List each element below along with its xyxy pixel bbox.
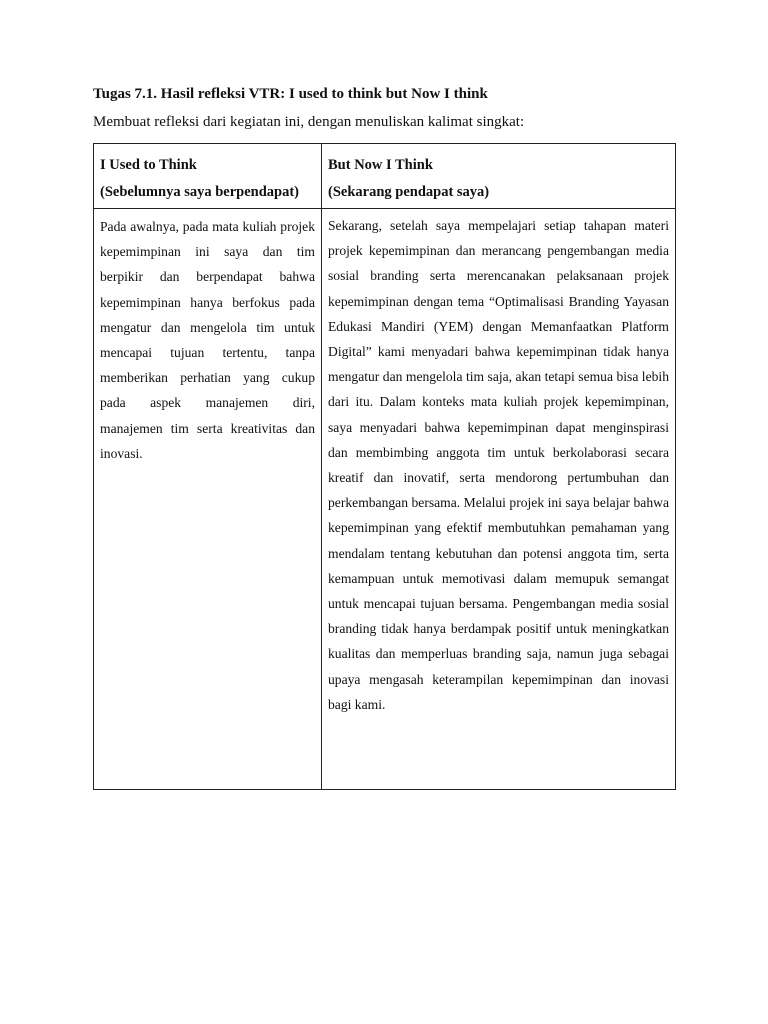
column-subheading: (Sekarang pendapat saya) <box>328 184 490 200</box>
header-cell-now-i-think <box>322 144 676 209</box>
page-title: Tugas 7.1. Hasil refleksi VTR: I used to think but Now I think <box>93 86 488 102</box>
body-cell-used-to-think <box>94 209 322 790</box>
reflection-after-text: Sekarang, setelah saya mempelajari setiap tahapan materi projek kepemimpinan dan merancang pengembangan media sosial branding serta merencanakan pelaksanaan projek kepemimpinan dengan tema “Optimalisasi Branding Yayasan Edukasi Mandiri (YEM) dengan Memanfaatkan Platform Digital” kami menyadari bahwa kepemimpinan tidak hanya mengatur dan mengelola tim saja, akan tetapi semua bisa lebih dari itu. Dalam konteks mata kuliah projek kepemimpinan, saya menyadari bahwa kepemimpinan dapat menginspirasi dan membimbing anggota tim untuk berkolaborasi secara kreatif dan inovatif, serta mendorong pertumbuhan dan perkembangan bersama. Melalui projek ini saya belajar bahwa kepemimpinan yang efektif membutuhkan pemahaman yang mendalam tentang kebutuhan dan potensi anggota tim, serta kemampuan untuk memotivasi dalam memupuk semangat untuk mencapai tujuan bersama. Pengembangan media sosial branding tidak hanya berdampak positif untuk meningkatkan kualitas dan memperluas branding saja, namun juga sebagai upaya mengasah keterampilan kepemimpinan dan inovasi bagi kami. <box>328 218 669 712</box>
reflection-table <box>93 143 676 790</box>
body-cell-now-i-think <box>322 209 676 790</box>
column-heading: But Now I Think <box>328 157 433 173</box>
column-heading: I Used to Think <box>100 157 197 173</box>
table-body-row <box>94 209 676 790</box>
column-subheading: (Sebelumnya saya berpendapat) <box>100 184 299 200</box>
instruction-text: Membuat refleksi dari kegiatan ini, dengan menuliskan kalimat singkat: <box>93 114 525 130</box>
reflection-before-text: Pada awalnya, pada mata kuliah projek kepemimpinan ini saya dan tim berpikir dan berpendapat bahwa kepemimpinan hanya berfokus pada mengatur dan mengelola tim untuk mencapai tujuan tertentu, tanpa memberikan perhatian yang cukup pada aspek manajemen diri, manajemen tim serta kreativitas dan inovasi. <box>100 219 315 461</box>
table-header-row <box>94 144 676 209</box>
header-cell-used-to-think <box>94 144 322 209</box>
